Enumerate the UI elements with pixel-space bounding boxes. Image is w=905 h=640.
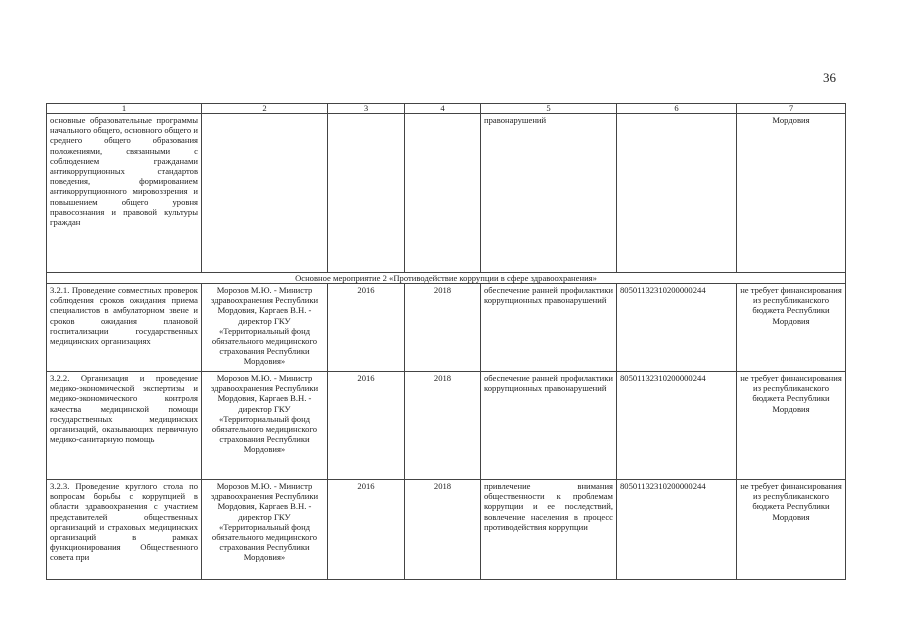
expected-result: привлечение внимания общественности к проблемам коррупции и ее последствий, вовлечение населения в процесс противодействия коррупции bbox=[481, 480, 617, 580]
start-year: 2016 bbox=[328, 284, 405, 372]
page-number: 36 bbox=[823, 70, 836, 85]
budget-code: 80501132310200000244 bbox=[617, 480, 737, 580]
responsible: Морозов М.Ю. - Министр здравоохранения Республики Мордовия, Каргаев В.Н. - директор ГКУ «Территориальный фонд обязательного медицинского страхования Республики Мордовия» bbox=[202, 372, 328, 480]
responsible bbox=[202, 114, 328, 273]
responsible: Морозов М.Ю. - Министр здравоохранения Республики Мордовия, Каргаев В.Н. - директор ГКУ «Территориальный фонд обязательного медицинского страхования Республики Мордовия» bbox=[202, 284, 328, 372]
section-title: Основное мероприятие 2 «Противодействие коррупции в сфере здравоохранения» bbox=[47, 273, 846, 284]
table-row bbox=[47, 114, 846, 273]
section-row bbox=[47, 273, 846, 284]
start-year bbox=[328, 114, 405, 273]
column-number: 3 bbox=[328, 104, 405, 114]
budget-code: 80501132310200000244 bbox=[617, 372, 737, 480]
column-number-row bbox=[47, 104, 846, 114]
column-number: 6 bbox=[617, 104, 737, 114]
funding: не требует финансирования из республиканского бюджета Республики Мордовия bbox=[737, 284, 846, 372]
end-year: 2018 bbox=[405, 480, 481, 580]
funding: не требует финансирования из республиканского бюджета Республики Мордовия bbox=[737, 480, 846, 580]
responsible: Морозов М.Ю. - Министр здравоохранения Республики Мордовия, Каргаев В.Н. - директор ГКУ «Территориальный фонд обязательного медицинского страхования Республики Мордовия» bbox=[202, 480, 328, 580]
table-row bbox=[47, 284, 846, 372]
end-year: 2018 bbox=[405, 372, 481, 480]
budget-code bbox=[617, 114, 737, 273]
funding: не требует финансирования из республиканского бюджета Республики Мордовия bbox=[737, 372, 846, 480]
end-year: 2018 bbox=[405, 284, 481, 372]
column-number: 2 bbox=[202, 104, 328, 114]
measure-name: основные образовательные программы начального общего, основного общего и среднего общего образования положениями, связанными с соблюдением гражданами антикоррупционных стандартов поведения, формированием антикоррупционного мировоззрения и повышением общего уровня правосознания и правовой культуры граждан bbox=[47, 114, 202, 273]
measure-name: 3.2.2. Организация и проведение медико-экономической экспертизы и медико-экономического контроля качества медицинской помощи государственных медицинских организаций, оказывающих первичную медико-санитарную помощь bbox=[47, 372, 202, 480]
start-year: 2016 bbox=[328, 372, 405, 480]
column-number: 7 bbox=[737, 104, 846, 114]
measure-name: 3.2.3. Проведение круглого стола по вопросам борьбы с коррупцией в области здравоохранения с участием представителей общественных организаций и страховых медицинских организаций в рамках функционирования Общественного совета при bbox=[47, 480, 202, 580]
column-number: 5 bbox=[481, 104, 617, 114]
column-number: 1 bbox=[47, 104, 202, 114]
expected-result: правонарушений bbox=[481, 114, 617, 273]
expected-result: обеспечение ранней профилактики коррупционных правонарушений bbox=[481, 284, 617, 372]
budget-code: 80501132310200000244 bbox=[617, 284, 737, 372]
measure-name: 3.2.1. Проведение совместных проверок соблюдения сроков ожидания приема специалистов в амбулаторном звене и сроков ожидания плановой госпитализации государственных медицинских организациях bbox=[47, 284, 202, 372]
table-row bbox=[47, 480, 846, 580]
funding: Мордовия bbox=[737, 114, 846, 273]
column-number: 4 bbox=[405, 104, 481, 114]
end-year bbox=[405, 114, 481, 273]
table-row bbox=[47, 372, 846, 480]
expected-result: обеспечение ранней профилактики коррупционных правонарушений bbox=[481, 372, 617, 480]
start-year: 2016 bbox=[328, 480, 405, 580]
measures-table bbox=[46, 103, 846, 580]
